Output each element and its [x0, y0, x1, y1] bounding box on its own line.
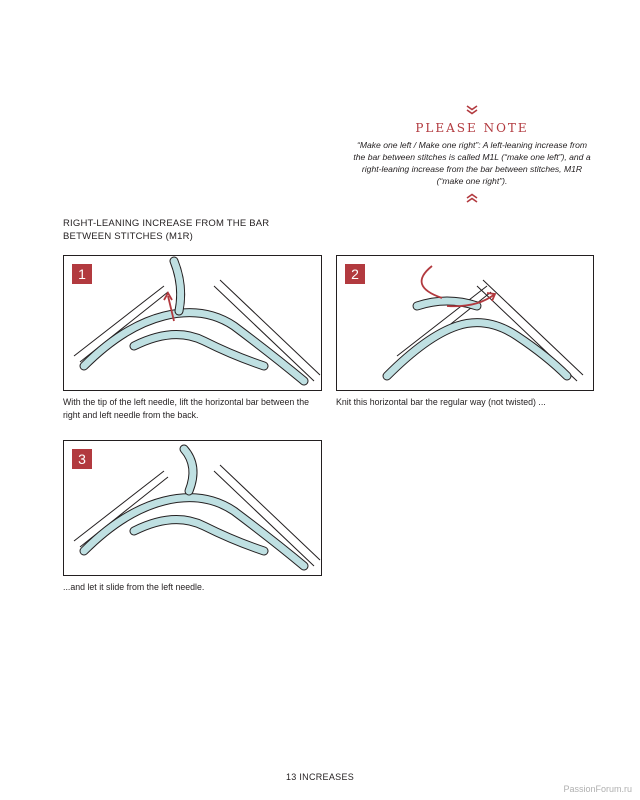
knitting-illustration	[64, 441, 321, 575]
note-title: PLEASE NOTE	[415, 121, 529, 135]
caption-step-3: ...and let it slide from the left needle.	[63, 582, 205, 592]
knitting-illustration	[337, 256, 593, 390]
page-footer: 13 INCREASES	[285, 772, 355, 782]
chevron-up-icon	[466, 193, 478, 203]
illustration-step-2	[336, 255, 594, 391]
step-badge: 1	[72, 264, 92, 284]
watermark: PassionForum.ru	[563, 784, 632, 794]
note-text: “Make one left / Make one right”: A left-leaning increase from the bar between stitches is called M1L (“make one left”), and a right-leaning increase from the bar between stitches, M1R (“make one right”).	[353, 140, 591, 186]
knitting-illustration	[64, 256, 321, 390]
step-badge: 3	[72, 449, 92, 469]
caption-step-2: Knit this horizontal bar the regular way (not twisted) ...	[336, 397, 546, 407]
please-note	[352, 105, 592, 203]
chevron-down-icon	[466, 105, 478, 115]
caption-step-1: With the tip of the left needle, lift the horizontal bar between the right and left needle from the back.	[63, 397, 309, 420]
illustration-step-3	[63, 440, 322, 576]
section-title: RIGHT-LEANING INCREASE FROM THE BAR BETWEEN STITCHES (M1R)	[63, 218, 270, 242]
illustration-step-1	[63, 255, 322, 391]
step-badge: 2	[345, 264, 365, 284]
